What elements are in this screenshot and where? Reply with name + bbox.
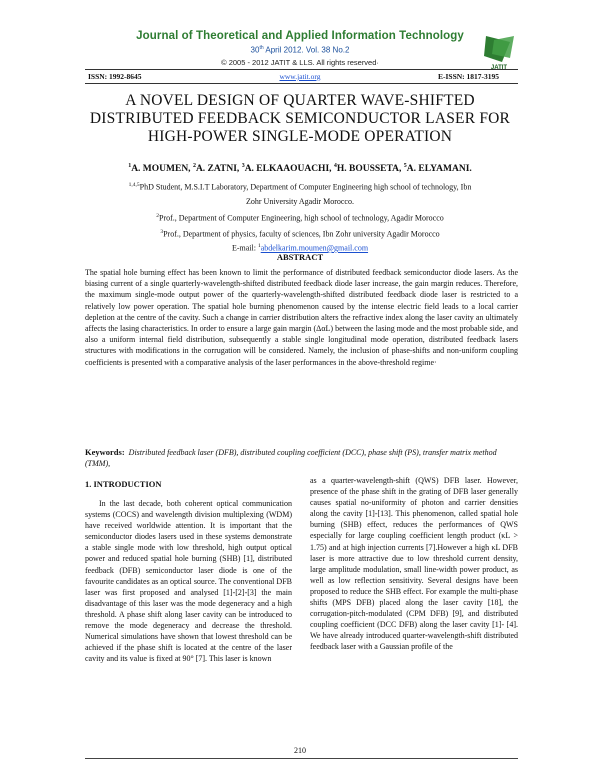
- affiliation-2-text: Prof., Department of Computer Engineering, high school of technology, Agadir Morocco: [159, 213, 444, 223]
- author-1-sup: 1: [128, 163, 132, 169]
- affiliation-1-line-1: PhD Student, M.S.I.T Laboratory, Department of Computer Engineering high school of technology, Ibn: [139, 182, 472, 192]
- journal-title: Journal of Theoretical and Applied Information Technology: [136, 30, 464, 42]
- body-column-right: as a quarter-wavelength-shift (QWS) DFB laser. However, presence of the phase shift in the grating of DFB laser generally causes spatial no-uniformity of photon and carrier densities along the cavity [1]-[13]. This phenomenon, called spatial hole burning (SHB) effect, reduces the performances of QWS especially for large coupling coefficient length product (κL > 1.75) and at high injection currents [7].However a high κL DFB laser is more attractive due to low threshold current density, large amplitude modulation, small line-width power product, as well as low reflection sensitivity. Several designs have been proposed to reduce the SHB effect. For example the multi-phase shifts (MPS DFB) placed along the laser cavity [18], the corrugation-pitch-modulated (CPM DFB) [9], and distributed coupling coefficient (DCC DFB) along the laser cavity [1]- [4]. We have already introduced quarter-wavelength-shift distributed feedback laser with a Gaussian profile of the: [310, 476, 518, 652]
- affiliation-2-sup: 2: [156, 213, 159, 219]
- author-3: A. ELKAAOUACHI,: [244, 164, 334, 175]
- page-number: 210: [294, 746, 306, 755]
- affiliation-3-sup: 3: [160, 229, 164, 235]
- author-4: H. BOUSSETA,: [336, 164, 404, 175]
- body-column-left: In the last decade, both coherent optical communication systems (COCS) and wavelength division multiplexing (WDM) have received worldwide attention. It is important that the semiconductor diodes lasers used in these systems demonstrate a stable single mode with low threshold, high output optical power and reduced spatial hole burning (SHB) [1], distributed feedback (DFB) semiconductor laser diode is one of the favourite candidates as an optical source. The conventional DFB laser was first proposed and analysed [1]-[2]-[3] the main disadvantage of this laser was the mode degeneracy and a high threshold. A phase shift along laser cavity can be introduced to remove the mode degeneracy and decrease the threshold. Numerical simulations have shown that lowest threshold can be achieved if the phase shift is located at the centre of the laser cavity and its value is fixed at 90° [7]. This laser is known: [85, 499, 292, 664]
- keywords-label: Keywords:: [85, 447, 125, 457]
- title-line-1: A NOVEL DESIGN OF QUARTER WAVE-SHIFTED: [125, 92, 475, 109]
- title-line-2: DISTRIBUTED FEEDBACK SEMICONDUCTOR LASER FOR: [89, 110, 511, 127]
- date-rest: April 2012. Vol. 38 No.2: [263, 45, 350, 55]
- section-heading-introduction: 1. INTRODUCTION: [85, 479, 162, 489]
- footer-rule: [85, 758, 518, 759]
- author-2-sup: 2: [192, 163, 196, 169]
- keywords: [85, 447, 518, 469]
- email-link[interactable]: abdelkarim.moumen@gmail.com: [260, 243, 369, 253]
- abstract-heading: ABSTRACT: [276, 252, 324, 262]
- date-sup: th: [259, 45, 264, 51]
- author-5-sup: 5: [403, 163, 407, 169]
- header-bottom-rule: [85, 83, 518, 84]
- abstract-text: The spatial hole burning effect has been known to limit the performance of distributed feedback semiconductor diode lasers. As the biasing current of a single quarterly-wavelength-shifted distributed feedback diode laser increase, the gain margin reduces. Therefore, the maximum single-mode output power of the quarterly-wavelength-shifted distributed feedback diode laser is restricted to a relatively low power operation. The spatial hole burning phenomenon caused by the intense electric field leads to a local carrier depletion at the centre of the cavity. Such a change in carrier distribution alters the refractive index along the laser cavity an ultimately affects the lasing characteristics. In order to ensure a large gain margin (ΔαL) between the lasing mode and the most probable side, and also a uniform internal field distribution, subsequently a stable single longitudinal mode operation, distributed feedback lasers structures with modifications in the corrugation will be considered. Namely, the inclusion of phase-shifts and non-uniform coupling coefficients is presented with a comparative analysis of the laser performances in the above-threshold regime·: [85, 268, 518, 367]
- affiliation-3-text: Prof., Department of physics, faculty of sciences, Ibn Zohr university Agadir Morocco: [163, 229, 440, 239]
- author-list: [0, 163, 600, 174]
- affiliation-1-sup: 1,4,5: [128, 182, 140, 188]
- affiliation-1-line-2: Zohr University Agadir Morocco.: [246, 196, 354, 206]
- author-2: A. ZATNI,: [195, 164, 242, 175]
- email-label: E-mail:: [231, 243, 258, 253]
- affiliation-2: [60, 209, 540, 226]
- author-1: A. MOUMEN,: [131, 164, 193, 175]
- copyright-notice: © 2005 - 2012 JATIT & LLS. All rights reserved·: [221, 58, 379, 67]
- affiliation-1: [60, 178, 540, 209]
- author-5: A. ELYAMANI.: [406, 164, 472, 175]
- logo-text: JATIT: [490, 65, 508, 71]
- author-3-sup: 3: [241, 163, 245, 169]
- keywords-text: Distributed feedback laser (DFB), distributed coupling coefficient (DCC), phase shift (PS), transfer matrix method (TMM),: [85, 448, 497, 468]
- website-link[interactable]: www.jatit.org: [279, 72, 321, 81]
- author-4-sup: 4: [333, 163, 337, 169]
- header-top-rule: [85, 69, 518, 70]
- paper-title: [60, 92, 540, 146]
- issn: ISSN: 1992-8645: [88, 72, 142, 81]
- email-sup: 1: [257, 243, 261, 249]
- jatit-logo-icon: [480, 32, 518, 72]
- title-line-3: HIGH-POWER SINGLE-MODE OPERATION: [147, 128, 453, 145]
- date-day: 30: [250, 45, 260, 55]
- eissn: E-ISSN: 1817-3195: [438, 72, 500, 81]
